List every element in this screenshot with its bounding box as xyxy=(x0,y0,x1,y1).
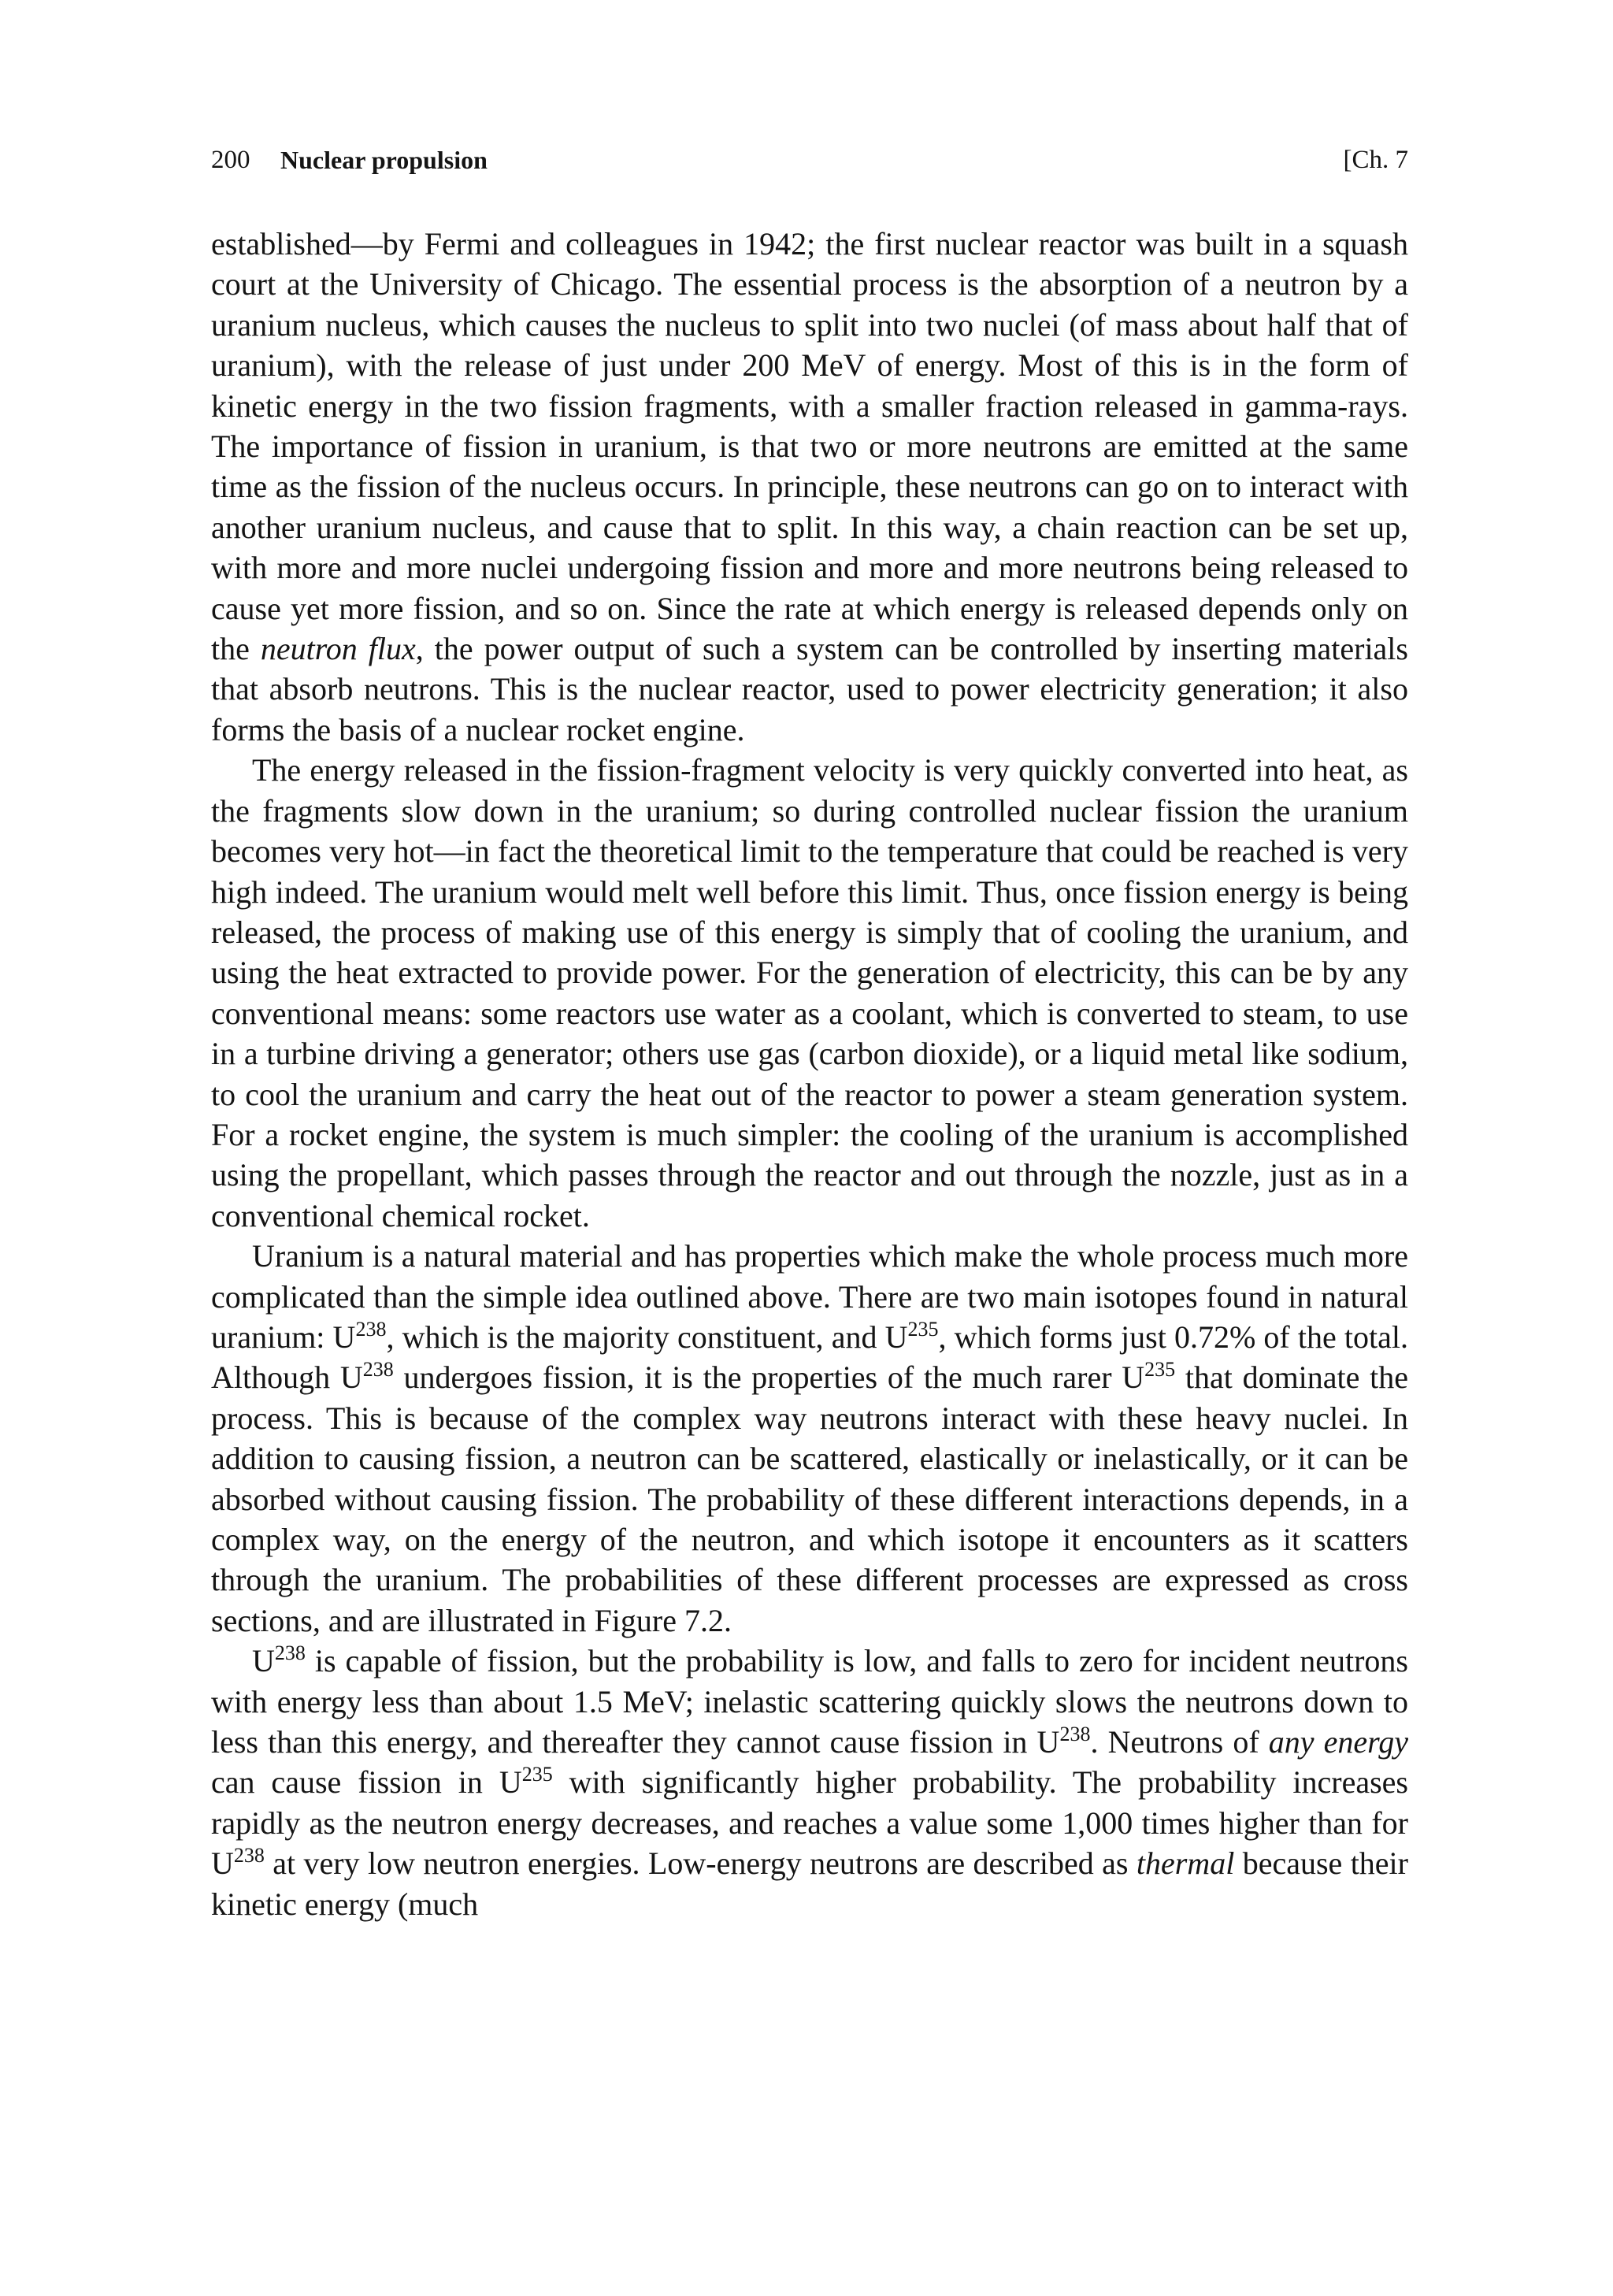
paragraph-text: Uranium is a natural material and has properties which make the whole process much more complicated than the simple idea outlined above. There are two main isotopes found in natural uranium: U xyxy=(211,1238,1408,1355)
isotope-superscript: 235 xyxy=(1144,1358,1176,1382)
paragraph-text: can cause fission in U xyxy=(211,1764,522,1801)
running-head xyxy=(211,140,1408,180)
paragraph-3 xyxy=(211,1236,1408,1641)
paragraph-text: The energy released in the fission-fragment velocity is very quickly converted into heat, as the fragments slow down in the uranium; so during controlled nuclear fission the uranium becomes very hot—in fact the theoretical limit to the temperature that could be reached is very high indeed. The uranium would melt well before this limit. Thus, once fission energy is being released, the process of making use of this energy is simply that of cooling the uranium, and using the heat extracted to provide power. For the generation of electricity, this can be by any conventional means: some reactors use water as a coolant, which is converted to steam, to use in a turbine driving a generator; others use gas (carbon dioxide), or a liquid metal like sodium, to cool the uranium and carry the heat out of the reactor to power a steam generation system. For a rocket engine, the system is much simpler: the cooling of the uranium is accomplished using the propellant, which passes through the reactor and out through the nozzle, just as in a conventional chemical rocket. xyxy=(211,752,1408,1233)
paragraph-text: at very low neutron energies. Low-energy neutrons are described as xyxy=(264,1845,1137,1882)
paragraph-text: , which forms just 0.72% of the total. Although U xyxy=(211,1319,1409,1396)
paragraph-text: , which is the majority constituent, and U xyxy=(386,1319,908,1355)
paragraph-text: that dominate the process. This is because of the complex way neutrons interact with these heavy nuclei. In addition to causing fission, a neutron can be scattered, elastically or inelastically, or it can be absorbed without causing fission. The probability of these different interactions depends, in a complex way, on the energy of the neutron, and which isotope it encounters as it scatters through the uranium. The probabilities of these different processes are expressed as cross sections, and are illustrated in Figure 7.2. xyxy=(211,1359,1408,1638)
paragraph-text: undergoes fission, it is the properties of the much rarer U xyxy=(393,1359,1145,1396)
paragraph-text: . Neutrons of xyxy=(1090,1724,1269,1760)
paragraph-text: because their kinetic energy (much xyxy=(211,1845,1408,1922)
emphasis-text: any energy xyxy=(1268,1724,1408,1760)
isotope-superscript: 238 xyxy=(274,1641,306,1665)
paragraph-2 xyxy=(211,750,1408,1236)
isotope-superscript: 238 xyxy=(1059,1723,1091,1746)
chapter-title: Nuclear propulsion xyxy=(280,146,488,174)
isotope-superscript: 238 xyxy=(355,1317,387,1341)
isotope-superscript: 238 xyxy=(362,1358,394,1382)
isotope-superscript: 238 xyxy=(233,1844,265,1868)
chapter-reference: [Ch. 7 xyxy=(1343,146,1408,174)
paragraph-text: with significantly higher probability. The probability increases rapidly as the neutron energy decreases, and reaches a value some 1,000 times higher than for U xyxy=(211,1764,1409,1882)
isotope-superscript: 235 xyxy=(521,1763,553,1786)
emphasis-text: neutron flux xyxy=(260,631,416,667)
paragraph-text: established—by Fermi and colleagues in 1942; the first nuclear reactor was built in a squash court at the University of Chicago. The essential process is the absorption of a neutron by a uranium nucleus, which causes the nucleus to split into two nuclei (of mass about half that of uranium), with the release of just under 200 MeV of energy. Most of this is in the form of kinetic energy in the two fission fragments, with a smaller fraction released in gamma-rays. The importance of fission in uranium, is that two or more neutrons are emitted at the same time as the fission of the nucleus occurs. In principle, these neutrons can go on to interact with another uranium nucleus, and cause that to split. In this way, a chain reaction can be set up, with more and more nuclei undergoing fission and more and more neutrons being released to cause yet more fission, and so on. Since the rate at which energy is released depends only on the xyxy=(211,226,1408,667)
body-text xyxy=(211,224,1408,1924)
paragraph-text: U xyxy=(252,1643,275,1679)
paragraph-1 xyxy=(211,224,1408,750)
paragraph-text: , the power output of such a system can be controlled by inserting materials that absorb neutrons. This is the nuclear reactor, used to power electricity generation; it also forms the basis of a nuclear rocket engine. xyxy=(211,631,1408,747)
isotope-superscript: 235 xyxy=(907,1317,939,1341)
paragraph-text: is capable of fission, but the probability is low, and falls to zero for incident neutrons with energy less than about 1.5 MeV; inelastic scattering quickly slows the neutrons down to less than this energy, and thereafter they cannot cause fission in U xyxy=(211,1643,1408,1760)
paragraph-4 xyxy=(211,1641,1408,1924)
page-number: 200 xyxy=(211,146,250,174)
emphasis-text: thermal xyxy=(1136,1845,1235,1882)
